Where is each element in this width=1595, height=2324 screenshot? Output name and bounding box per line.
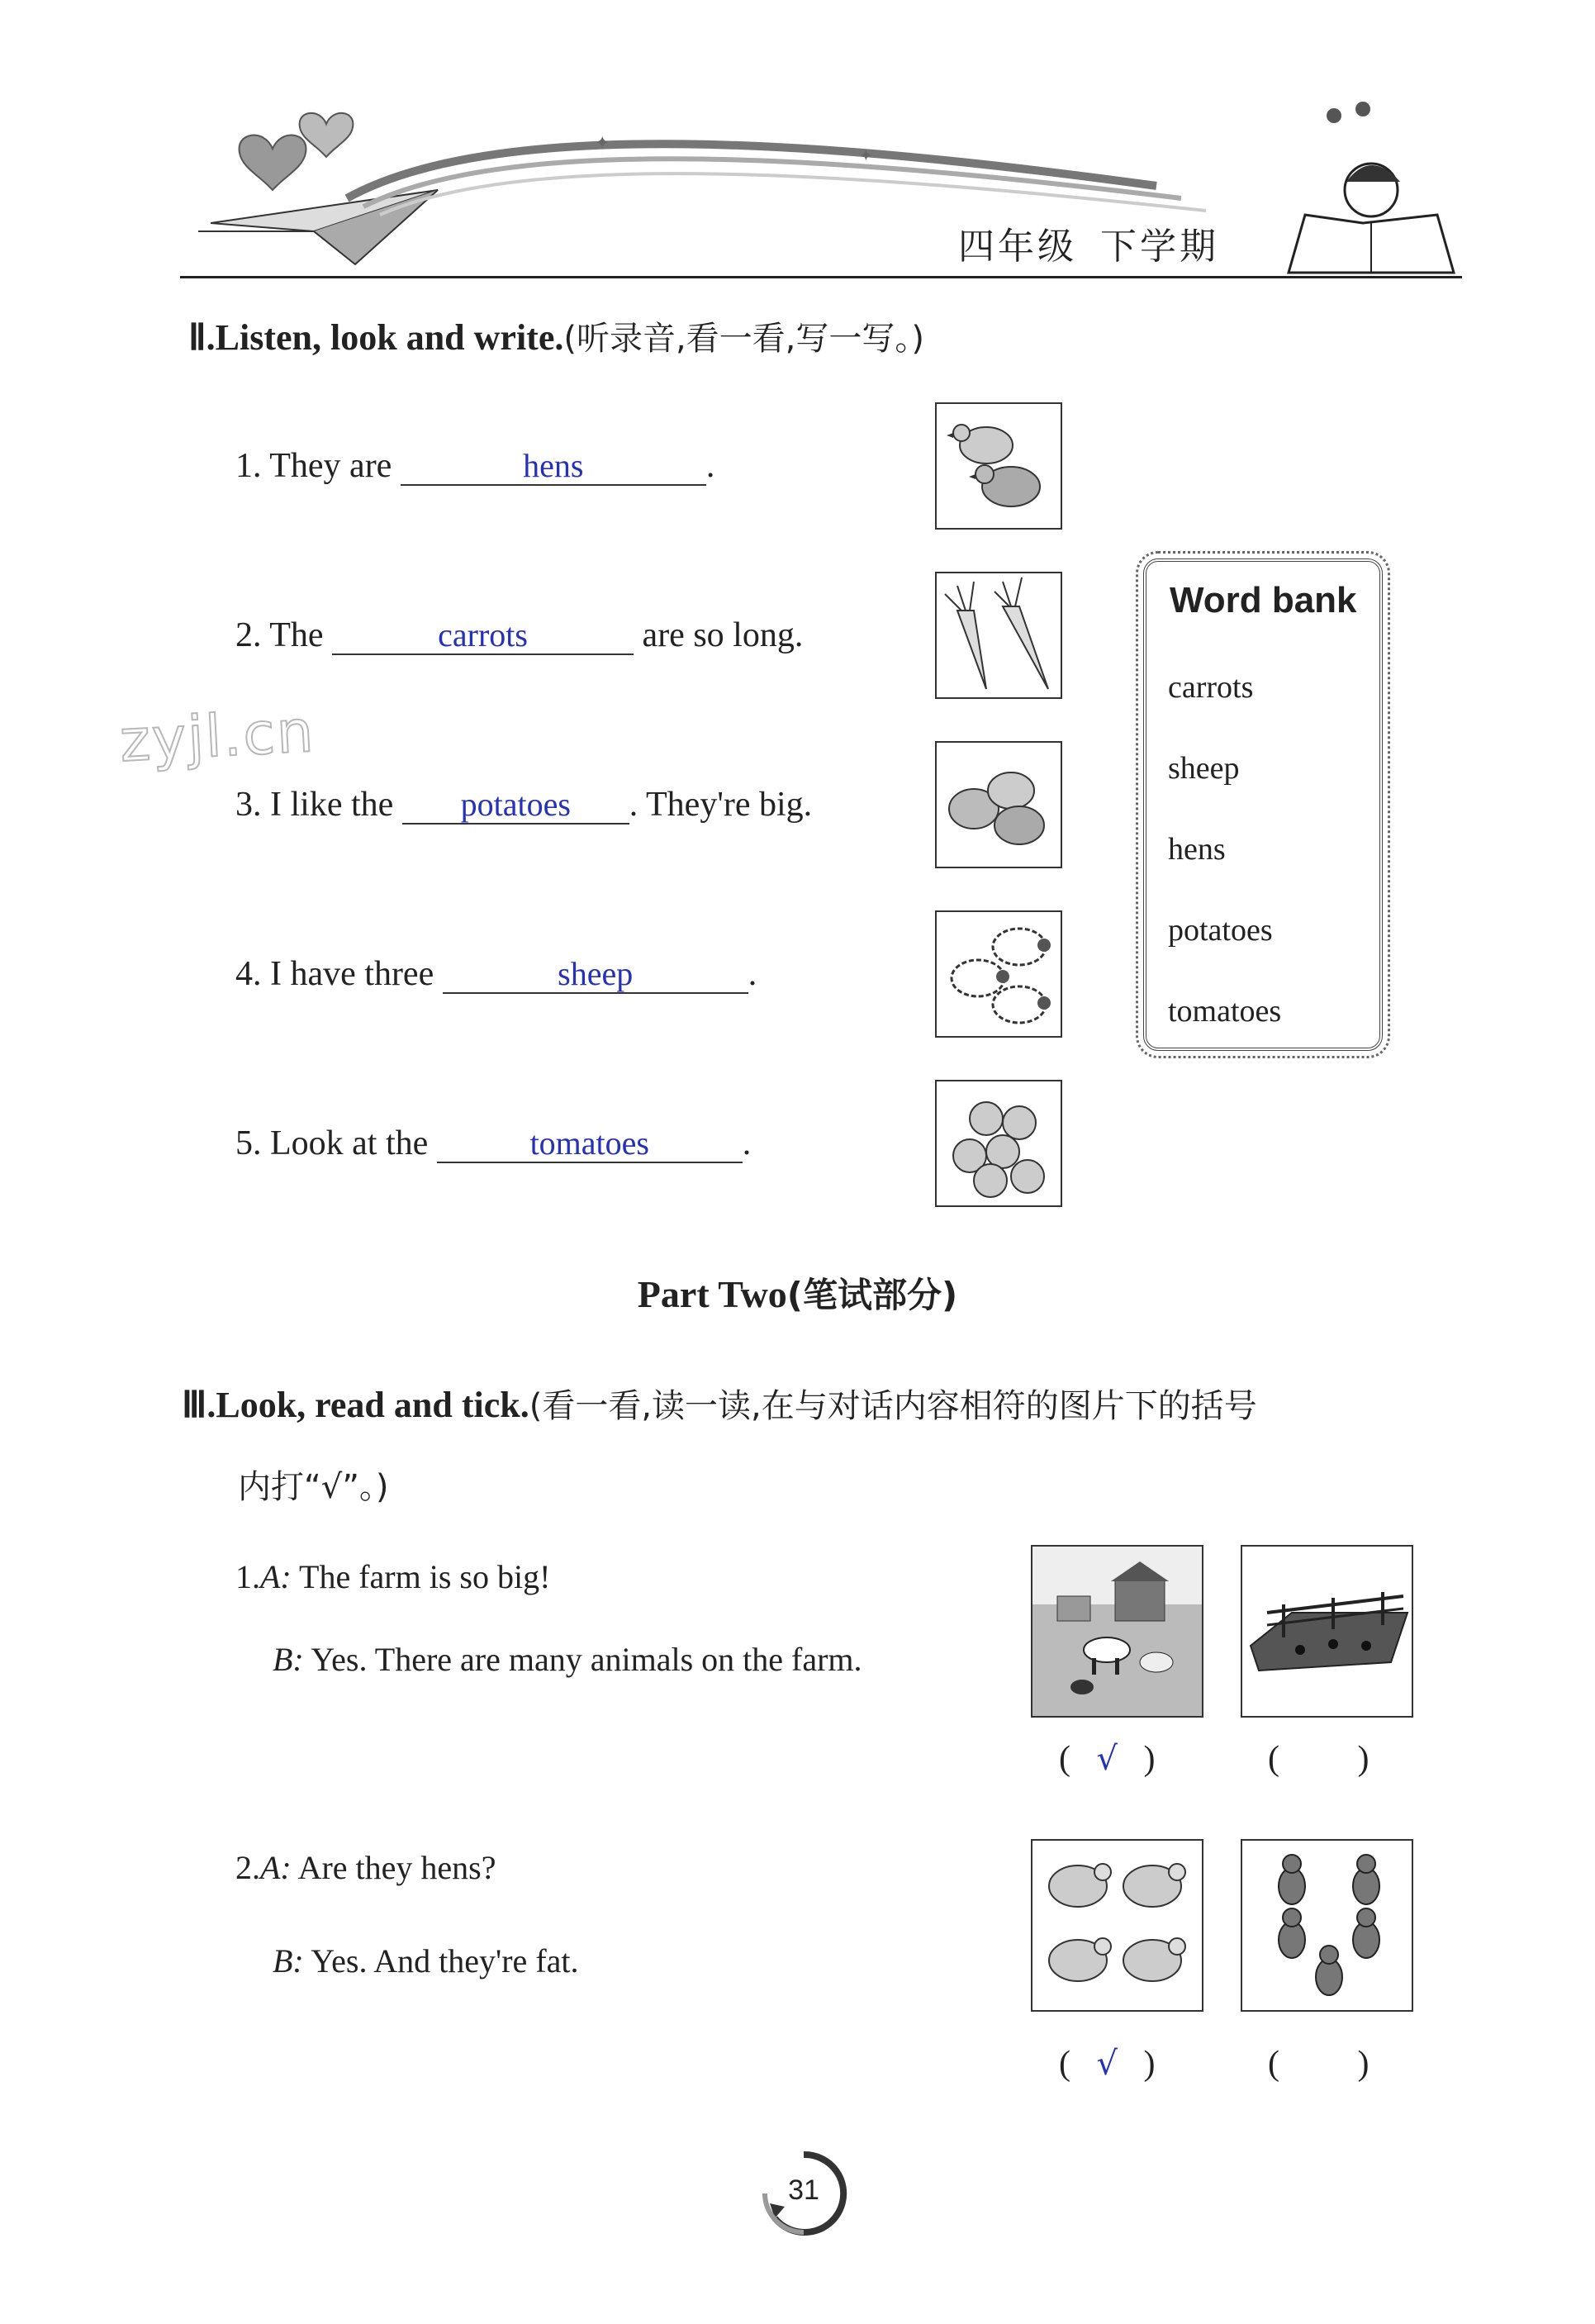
fill-question-4: 4. I have three sheep .	[235, 955, 757, 993]
section-title: Listen, look and write.	[215, 317, 564, 358]
section-3-heading-line2	[238, 1461, 389, 1508]
section-3-heading	[182, 1380, 1257, 1427]
watermark: zyjl.cn	[118, 696, 317, 776]
tick-mark: √	[1096, 2045, 1118, 2083]
part-two-title-cn: (笔试部分)	[786, 1275, 958, 1315]
tick-mark: √	[1096, 1740, 1118, 1778]
answer-blank[interactable]: tomatoes	[437, 1125, 743, 1163]
tick-box-1a[interactable]: ( √ )	[1059, 1740, 1156, 1778]
grade-term-label	[958, 216, 1219, 269]
tomatoes-picture	[935, 1080, 1062, 1207]
answer-blank[interactable]: sheep	[443, 956, 748, 994]
word-bank-item: sheep	[1168, 751, 1240, 786]
dialog-2-line-b: B: Yes. And they're fat.	[273, 1942, 579, 1979]
farm-animals-picture	[1031, 1545, 1203, 1718]
tick-box-2b[interactable]: ( )	[1268, 2045, 1370, 2083]
grade-label: 四年级	[958, 226, 1077, 268]
section-title-cn: (听录音,看一看,写一写。)	[563, 320, 924, 358]
five-cats-picture	[1241, 1839, 1413, 2012]
header-decoration	[165, 99, 1470, 289]
answer-blank[interactable]: potatoes	[402, 787, 629, 825]
word-bank-item: potatoes	[1168, 913, 1273, 948]
term-label: 下学期	[1100, 226, 1219, 268]
part-two-heading	[0, 1268, 1595, 1318]
tick-box-2a[interactable]: ( √ )	[1059, 2045, 1156, 2083]
four-hens-picture	[1031, 1839, 1203, 2012]
section-numeral: Ⅲ.	[182, 1385, 216, 1425]
fill-question-3: 3. I like the potatoes . They're big.	[235, 786, 813, 824]
section-title-cn: 内打“√”。)	[238, 1468, 389, 1506]
page-number: 31	[788, 2174, 819, 2206]
tick-box-1b[interactable]: ( )	[1268, 1740, 1370, 1778]
part-two-title: Part Two	[637, 1273, 787, 1315]
word-bank-title: Word bank	[1170, 580, 1357, 620]
fill-question-5: 5. Look at the tomatoes .	[235, 1124, 752, 1162]
svg-text:✦: ✦	[595, 133, 610, 154]
hens-picture	[935, 402, 1062, 530]
section-title-cn: (看一看,读一读,在与对话内容相符的图片下的括号	[529, 1387, 1257, 1425]
answer-blank[interactable]: hens	[401, 448, 706, 486]
dialog-2-line-a: 2.A: Are they hens?	[235, 1849, 496, 1886]
section-2-heading	[188, 312, 924, 359]
word-bank-item: hens	[1168, 832, 1226, 867]
fenced-field-picture	[1241, 1545, 1413, 1718]
potatoes-picture	[935, 741, 1062, 868]
word-bank-item: tomatoes	[1168, 994, 1282, 1029]
header-divider	[180, 276, 1462, 278]
section-numeral: Ⅱ.	[188, 317, 216, 358]
answer-blank[interactable]: carrots	[332, 617, 634, 655]
dialog-1-line-a: 1.A: The farm is so big!	[235, 1558, 551, 1595]
sheep-picture	[935, 910, 1062, 1038]
fill-question-1: 1. They are hens .	[235, 447, 715, 485]
section-title: Look, read and tick.	[216, 1385, 529, 1425]
word-bank-box	[1143, 558, 1383, 1051]
heart-icon	[300, 113, 354, 157]
word-bank-item: carrots	[1168, 670, 1254, 705]
carrots-picture	[935, 572, 1062, 699]
dialog-1-line-b: B: Yes. There are many animals on the farm.	[273, 1641, 862, 1678]
svg-text:✦: ✦	[859, 145, 873, 165]
heart-icon	[240, 135, 306, 190]
fill-question-2: 2. The carrots are so long.	[235, 616, 804, 654]
